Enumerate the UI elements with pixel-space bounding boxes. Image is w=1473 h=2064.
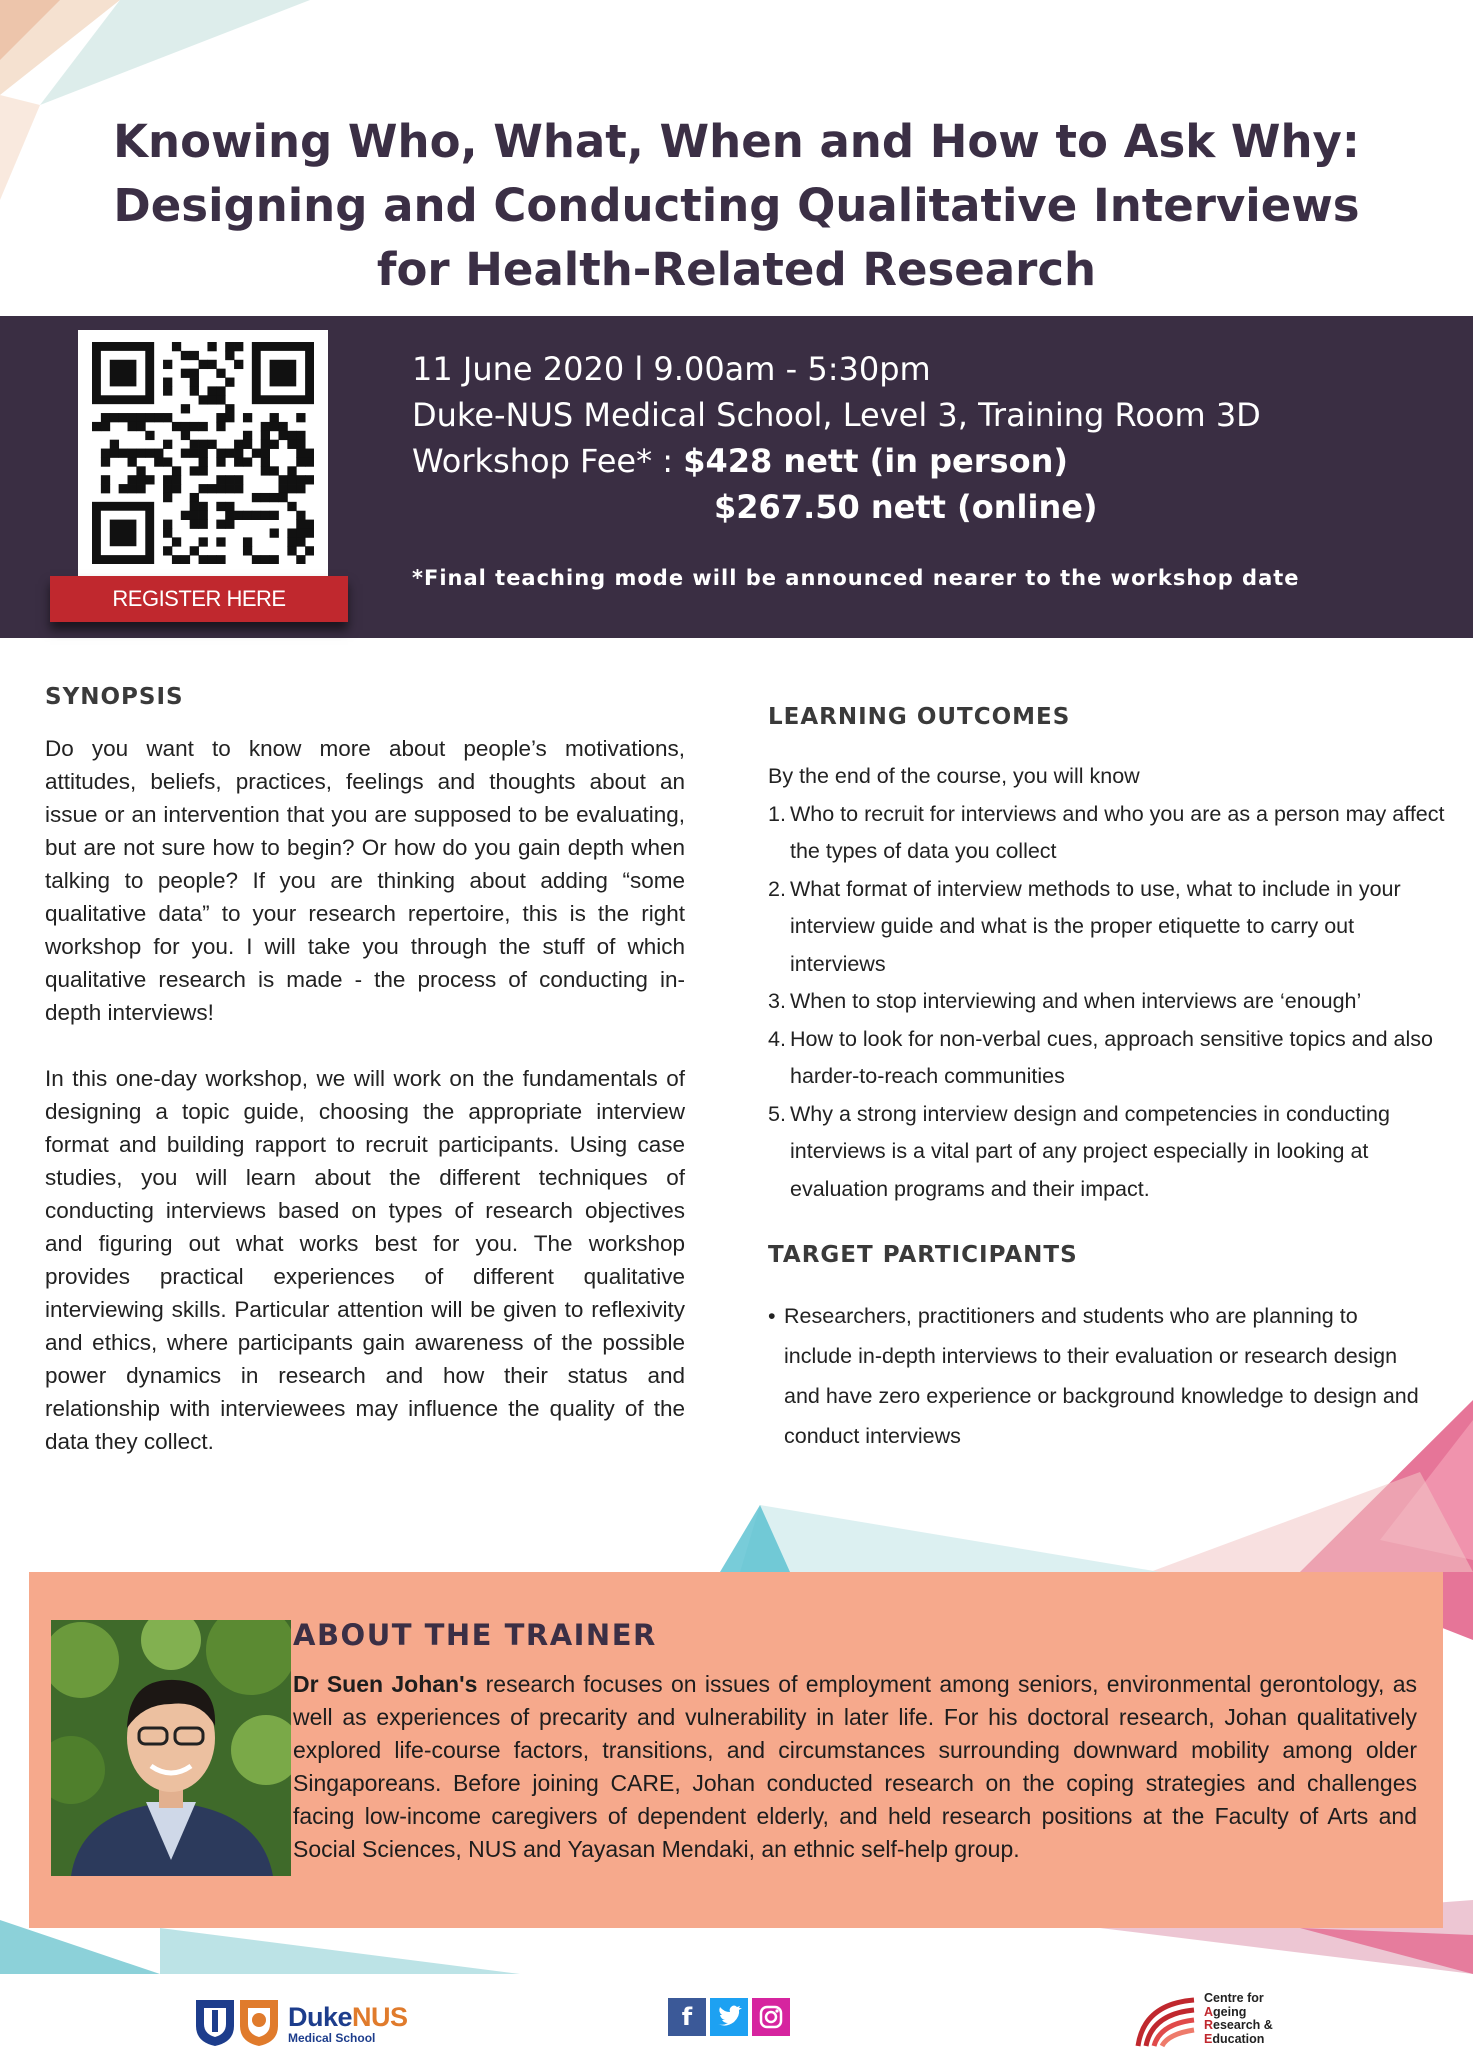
synopsis-paragraph: In this one-day workshop, we will work on the fundamentals of designing a topic guide, choosing the appropriate interview format and building rapport to recruit participants. Using case studies, you will learn about the different techniques of conducting interviews based on types of research objectives and figuring out what works best for you. The workshop provides practical experiences of different qualitative interviewing skills. Particular attention will be given to reflexivity and ethics, where participants gain awareness of the possible power dynamics in research and how their status and relationship with interviewees may influence the quality of the data they collect. (45, 1066, 685, 1454)
trainer-bio (293, 1668, 1417, 1866)
fee-label: Workshop Fee* : (412, 442, 684, 480)
target-participants-heading: TARGET PARTICIPANTS (768, 1242, 1078, 1268)
list-item: 2. What format of interview methods to use, what to include in your interview guide and what is the proper etiquette to carry out interviews (768, 876, 1401, 976)
teaching-mode-note: *Final teaching mode will be announced nearer to the workshop date (412, 566, 1300, 590)
learning-outcomes-heading: LEARNING OUTCOMES (768, 704, 1071, 730)
trainer-heading: ABOUT THE TRAINER (293, 1618, 657, 1652)
trainer-photo (51, 1620, 291, 1876)
twitter-icon[interactable] (710, 1998, 748, 2036)
qr-code-icon (92, 342, 314, 564)
title-line-3: for Health-Related Research (376, 243, 1097, 296)
bullet: • (768, 1304, 776, 1328)
trainer-bio-text: research focuses on issues of employment among seniors, environmental gerontology, as well as experiences of precarity and vulnerability in later life. For his doctoral research, Johan qualitatively explored life-course factors, transitions, and circumstances surrounding downward mobility among older Singaporeans. Before joining CARE, Johan conducted research on the coping strategies and challenges facing low-income caregivers of dependent elderly, and held research positions at the Faculty of Arts and Social Sciences, NUS and Yayasan Mendaki, an ethnic self-help group. (293, 1671, 1417, 1862)
event-date-time: 11 June 2020 l 9.00am - 5:30pm (412, 350, 931, 388)
instagram-camera-icon (752, 1998, 790, 2036)
duke-nus-logo-icon[interactable] (194, 1996, 282, 2048)
instagram-icon[interactable] (752, 1998, 790, 2036)
page-title (60, 110, 1413, 302)
title-line-1: Knowing Who, What, When and How to Ask Why: (113, 115, 1360, 168)
care-logo-icon[interactable] (1134, 1994, 1198, 2050)
synopsis-paragraph: Do you want to know more about people’s motivations, attitudes, beliefs, practices, feelings and thoughts about an issue or an intervention that you are supposed to be evaluating, but are not sure how to begin? Or how do you gain depth when talking to people? If you are thinking about adding “some qualitative data” to your research repertoire, this is the right workshop for you. I will take you through the stuff of which qualitative research is made - the process of conducting in-depth interviews! (45, 736, 685, 1025)
learning-outcomes-list (768, 758, 1448, 1208)
duke-nus-wordmark: DukeNUS (288, 2002, 408, 2032)
list-item: 4. How to look for non-verbal cues, approach sensitive topics and also harder-to-reach communities (768, 1026, 1433, 1088)
facebook-icon[interactable]: f (668, 1998, 706, 2036)
register-button[interactable]: REGISTER HERE (50, 576, 348, 622)
duke-nus-subtitle: Medical School (288, 2031, 376, 2045)
list-item: 1. Who to recruit for interviews and who you are as a person may affect the types of data you collect (768, 801, 1445, 863)
list-item: 3. When to stop interviewing and when interviews are ‘enough’ (768, 989, 1362, 1013)
event-venue: Duke-NUS Medical School, Level 3, Training Room 3D (412, 396, 1261, 434)
fee-online: $267.50 nett (online) (714, 488, 1098, 526)
event-info (412, 346, 1261, 530)
title-line-2: Designing and Conducting Qualitative Interviews (113, 179, 1360, 232)
footer (0, 1974, 1473, 2064)
fee-in-person: $428 nett (in person) (683, 442, 1068, 480)
target-participants-text: Researchers, practitioners and students who are planning to include in-depth interviews to their evaluation or research design and have zero experience or background knowledge to design and conduct interviews (784, 1304, 1419, 1448)
synopsis-heading: SYNOPSIS (45, 684, 184, 710)
care-wordmark: Centre for Ageing Research & Education (1204, 1991, 1273, 2046)
registration-qr-code[interactable] (78, 330, 328, 576)
trainer-name: Dr Suen Johan's (293, 1671, 478, 1697)
synopsis-body (45, 732, 685, 1491)
list-item: 5. Why a strong interview design and competencies in conducting interviews is a vital part of any project especially in looking at evaluation programs and their impact. (768, 1101, 1390, 1201)
learning-outcomes-intro: By the end of the course, you will know (768, 764, 1140, 788)
twitter-bird-icon (710, 1998, 748, 2036)
trainer-panel (29, 1572, 1443, 1928)
target-participants-item (768, 1296, 1428, 1456)
